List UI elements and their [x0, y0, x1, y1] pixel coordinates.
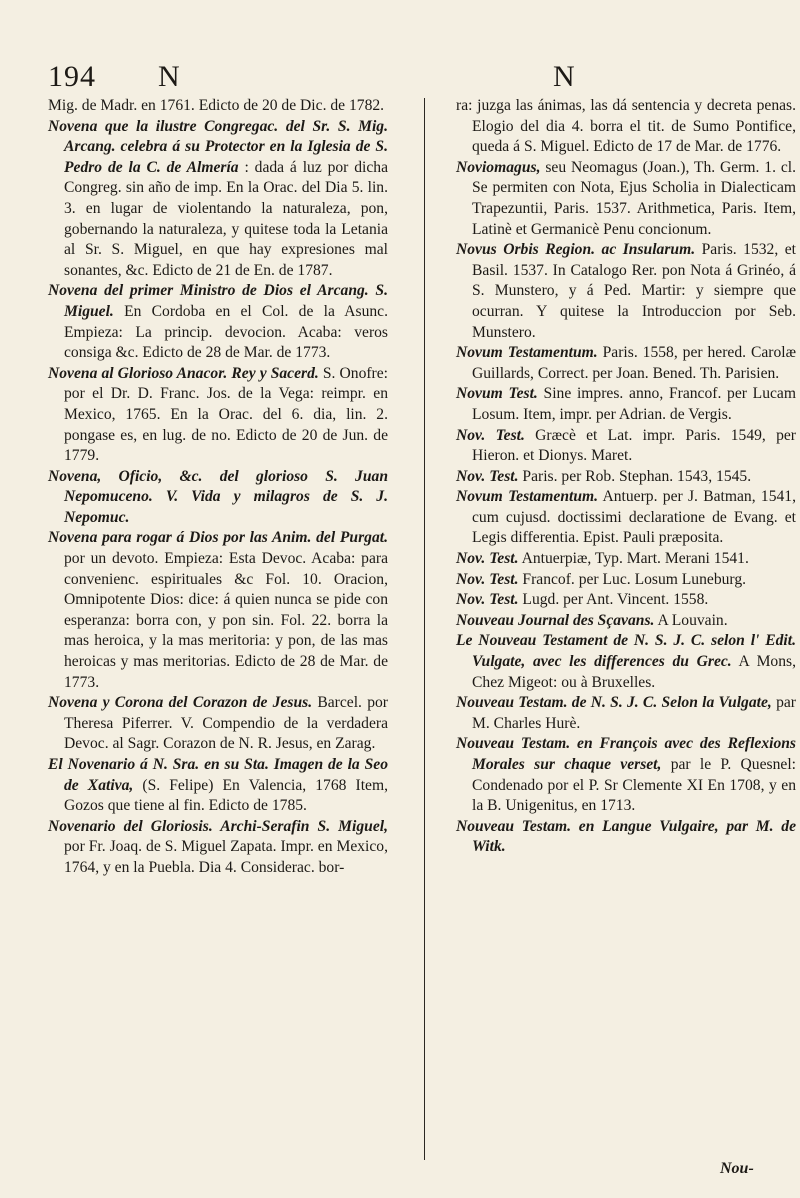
entry-text: A Louvain.: [657, 611, 728, 629]
entry-heading: Novena, Oficio, &c. del glorioso S. Juan Nepomuceno. V. Vida y milagros de S. J. Nepomuc.: [48, 467, 388, 526]
entry-text: En Cordoba en el Col. de la Asunc. Empieza: La princip. devocion. Acaba: veros consiga &c. Edicto de 28 de Mar. de 1773.: [64, 302, 388, 362]
entry-text: seu Neomagus (Joan.), Th. Germ. 1. cl. Se permiten con Nota, Ejus Scholia in Dialecticam Trapezuntii, Paris. 1537. Arithmetica, Paris. Item, Latinè et Germanicè Penu concionum.: [472, 158, 796, 238]
entry-text: Antuerpiæ, Typ. Mart. Merani 1541.: [521, 550, 749, 568]
entry-text: (S. Felipe) En Valencia, 1768 Item, Gozos que tiene al fin. Edicto de 1785.: [64, 776, 388, 815]
page-header: [48, 60, 768, 94]
entry-text: Paris. 1558, per hered. Carolæ Guillards, Correct. per Joan. Bened. Th. Parisien.: [472, 344, 796, 382]
right-column: [456, 96, 796, 858]
entry-heading: Nov. Test.: [456, 550, 519, 568]
catalog-entry: [456, 343, 796, 384]
entry-heading: Nouveau Testam. en Langue Vulgaire, par M. de Witk.: [456, 817, 796, 856]
entry-heading: Noviomagus,: [456, 158, 541, 176]
catalog-entry: [48, 528, 388, 693]
entry-heading: Nov. Test.: [456, 591, 519, 609]
catalog-entry: [456, 158, 796, 240]
entry-heading: Nouveau Journal des Sçavans.: [456, 611, 655, 629]
catalog-entry: [456, 467, 796, 488]
catalog-entry: [456, 487, 796, 549]
catalog-entry: [456, 549, 796, 570]
entry-heading: Nouveau Testam. de N. S. J. C. Selon la Vulgate,: [456, 694, 772, 712]
catalog-entry: [48, 364, 388, 467]
entry-heading: Nov. Test.: [456, 426, 525, 444]
entry-text: Paris. 1532, et Basil. 1537. In Catalogo Rer. pon Nota á Grinéo, á S. Munstero, y á Ped. Martir: y siempre que ocurran. Y quitese la Introduccion por Seb. Munstero.: [472, 241, 796, 341]
catalog-entry: [456, 426, 796, 467]
catalog-entry: [456, 734, 796, 816]
catalog-entry: [48, 817, 388, 879]
entry-text: Sine impres. anno, Francof. per Lucam Losum. Item, impr. per Adrian. de Vergis.: [472, 385, 796, 423]
column-divider: [424, 98, 425, 1160]
entry-heading: Novum Test.: [456, 385, 538, 403]
page-number: 194: [48, 60, 96, 93]
entry-text: S. Onofre: por el Dr. D. Franc. Jos. de la Vega: reimpr. en Mexico, 1765. En la Orac. del 6. dia, lin. 2. pongase es, en lug. de no. Edicto de 20 de Jun. de 1779.: [64, 364, 389, 465]
entry-heading: Nov. Test.: [456, 467, 519, 485]
catalog-entry: [456, 590, 796, 611]
entry-text: Mig. de Madr. en 1761. Edicto de 20 de Dic. de 1782.: [48, 97, 385, 114]
catchword: Nou-: [720, 1160, 754, 1177]
entry-heading: Novena del primer Ministro de Dios el Arcang. S. Miguel.: [48, 282, 388, 320]
entry-text: ra: juzga las ánimas, las dá sentencia y decreta penas. Elogio del dia 4. borra el tit. de Sumo Pontifice, queda á S. Miguel. Edicto de 17 de Mar. de 1776.: [456, 97, 796, 156]
catalog-entry: [48, 96, 388, 117]
entry-text: par le P. Quesnel: Condenado por el P. Sr Clemente XI En 1708, y en la B. Unigenitus, en 1713.: [472, 756, 796, 815]
entry-text: Græcè et Lat. impr. Paris. 1549, per Hieron. et Dionys. Maret.: [472, 426, 797, 465]
catalog-entry: [456, 570, 796, 591]
catalog-entry: [456, 96, 796, 158]
entry-heading: Novena y Corona del Corazon de Jesus.: [48, 694, 313, 712]
catalog-entry: [456, 240, 796, 343]
entry-heading: Novenario del Gloriosis. Archi-Serafin S. Miguel,: [48, 817, 388, 835]
entry-heading: Novena que la ilustre Congregac. del Sr. S. Mig. Arcang. celebra á su Protector en la Iglesia de S. Pedro de la C. de Almería: [48, 117, 388, 176]
entry-heading: Novus Orbis Region. ac Insularum.: [456, 241, 696, 259]
catalog-entry: [456, 384, 796, 425]
entry-heading: Novum Testamentum.: [456, 344, 598, 362]
catalog-entry: [456, 631, 796, 693]
entry-text: A Mons, Chez Migeot: ou à Bruxelles.: [472, 653, 796, 691]
catalog-entry: [48, 281, 388, 363]
entry-text: Lugd. per Ant. Vincent. 1558.: [522, 591, 709, 609]
entry-heading: Novena para rogar á Dios por las Anim. del Purgat.: [48, 529, 388, 547]
entry-heading: El Novenario á N. Sra. en su Sta. Imagen de la Seo de Xativa,: [48, 756, 388, 794]
catalog-entry: [456, 611, 796, 632]
entry-text: Antuerp. per J. Batman, 1541, cum cujusd. doctissimi declaratione de Evang. et Legis differentia. Epist. Pauli præposita.: [472, 488, 796, 547]
entry-text: Paris. per Rob. Stephan. 1543, 1545.: [522, 467, 752, 485]
catalog-entry: [456, 693, 796, 734]
entry-text: por un devoto. Empieza: Esta Devoc. Acaba: para convenienc. espirituales &c Fol. 10. Oracion, Omnipotente Dios: dice: á quien nunca se pide con esperanza: borra con, y pon sin. Fol. 22. borra la mas heroica, y la mas meritoria: y pon, de las mas heroicas y mas meritorias. Edicto de 28 de Mar. de 1773.: [64, 550, 388, 691]
section-letter-right: N: [553, 60, 575, 93]
left-column: [48, 96, 388, 879]
entry-text: : dada á luz por dicha Congreg. sin año de imp. En la Orac. del Dia 5. lin. 3. en lugar de violentando la naturaleza, pon, gobernando la naturaleza, y quitese toda la Letania al Sr. S. Miguel, en que hay expresiones mal sonantes, &c. Edicto de 21 de En. de 1787.: [64, 158, 388, 279]
entry-text: Barcel. por Theresa Piferrer. V. Compendio de la verdadera Devoc. al Sagr. Corazon de N. R. Jesus, en Zarag.: [64, 694, 388, 753]
catalog-entry: [456, 817, 796, 858]
catalog-entry: [48, 755, 388, 817]
entry-text: por Fr. Joaq. de S. Miguel Zapata. Impr. en Mexico, 1764, y en la Puebla. Dia 4. Considerac. bor-: [64, 838, 388, 876]
entry-text: par M. Charles Hurè.: [472, 694, 796, 732]
entry-heading: Nouveau Testam. en François avec des Reflexions Morales sur chaque verset,: [456, 735, 796, 773]
entry-text: Francof. per Luc. Losum Luneburg.: [522, 570, 747, 588]
catalog-entry: [48, 467, 388, 529]
entry-heading: Novena al Glorioso Anacor. Rey y Sacerd.: [48, 364, 319, 382]
entry-heading: Novum Testamentum.: [456, 488, 599, 506]
entry-heading: Nov. Test.: [456, 570, 519, 588]
entry-heading: Le Nouveau Testament de N. S. J. C. selon l' Edit. Vulgate, avec les differences du Grec.: [456, 632, 796, 671]
catalog-entry: [48, 693, 388, 755]
section-letter-left: N: [158, 60, 180, 93]
catalog-entry: [48, 117, 388, 282]
